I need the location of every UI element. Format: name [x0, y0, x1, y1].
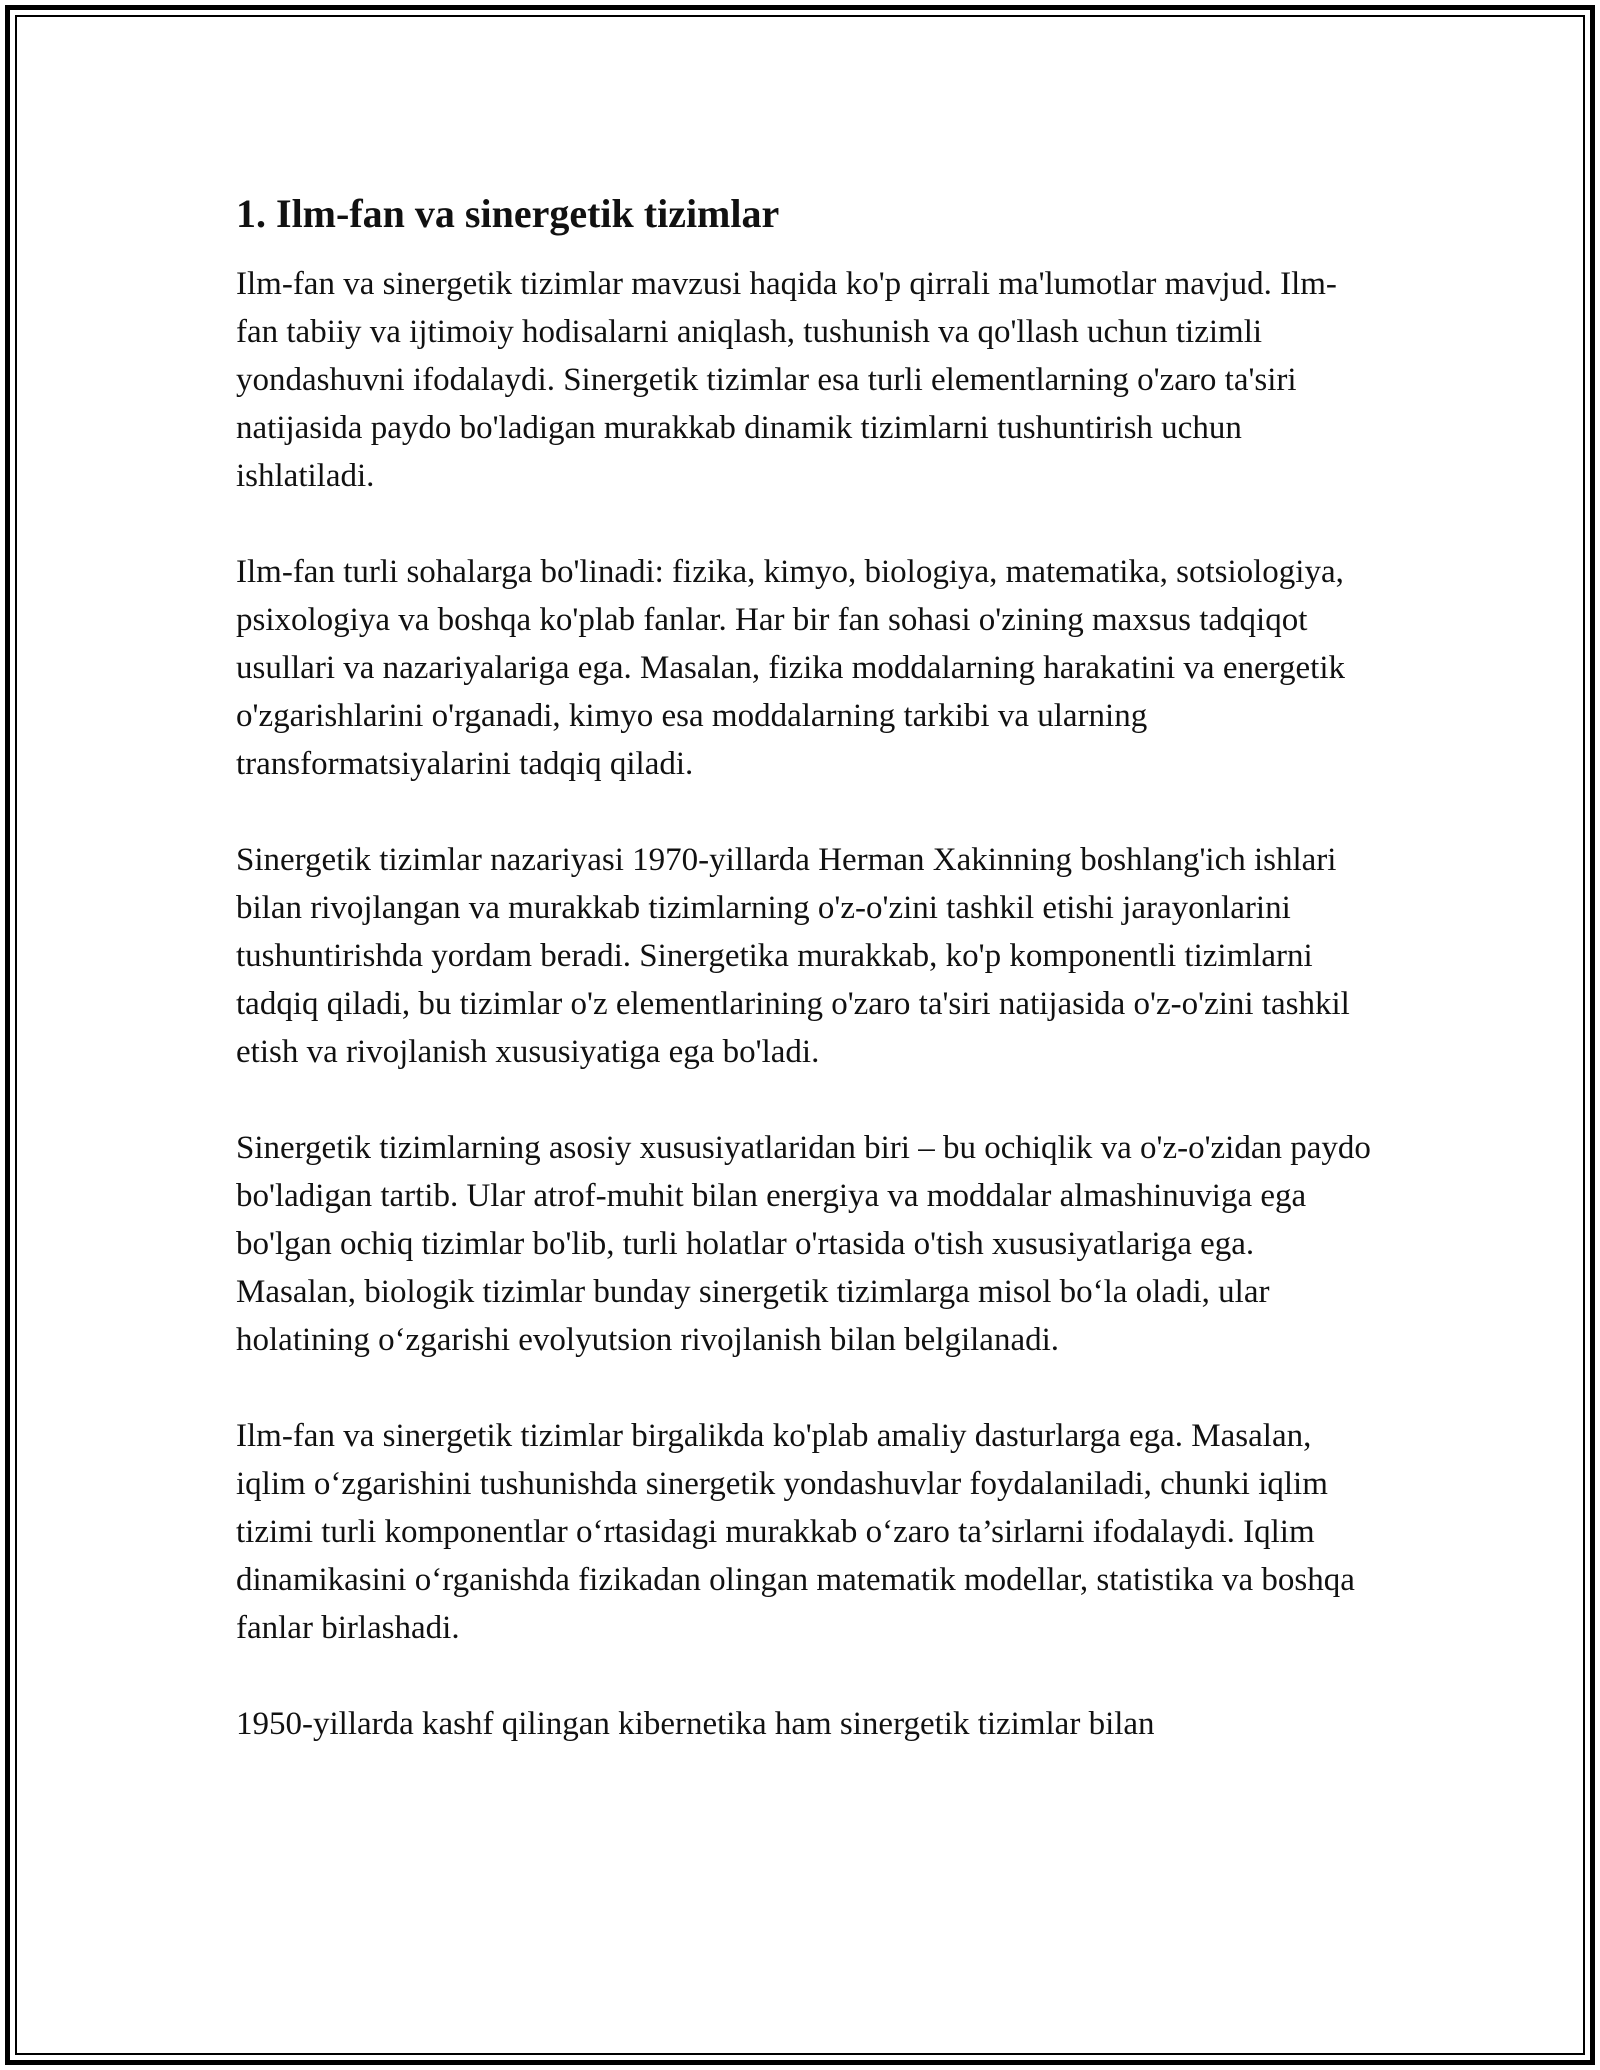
document-body [236, 188, 1376, 1796]
section-heading: 1. Ilm-fan va sinergetik tizimlar [236, 191, 780, 236]
paragraph-2: Ilm-fan turli sohalarga bo'linadi: fizika, kimyo, biologiya, matematika, sotsiologiya, psixologiya va boshqa ko'plab fanlar. Har bir fan sohasi o'zining maxsus tadqiqot usullari va nazariyalariga ega. Masalan, fizika moddalarning harakatini va energetik o'zgarishlarini o'rganadi, kimyo esa moddalarning tarkibi va ularning transformatsiyalarini tadqiq qiladi. [236, 554, 1345, 782]
paragraph-5: Ilm-fan va sinergetik tizimlar birgalikda ko'plab amaliy dasturlarga ega. Masalan, iqlim o‘zgarishini tushunishda sinergetik yondashuvlar foydalaniladi, chunki iqlim tizimi turli komponentlar o‘rtasidagi murakkab o‘zaro ta’sirlarni ifodalaydi. Iqlim dinamikasini o‘rganishda fizikadan olingan matematik modellar, statistika va boshqa fanlar birlashadi. [236, 1418, 1355, 1646]
paragraph-3: Sinergetik tizimlar nazariyasi 1970-yillarda Herman Xakinning boshlang'ich ishlari bilan rivojlangan va murakkab tizimlarning o'z-o'zini tashkil etishi jarayonlarini tushuntirishda yordam beradi. Sinergetika murakkab, ko'p komponentli tizimlarni tadqiq qiladi, bu tizimlar o'z elementlarining o'zaro ta'siri natijasida o'z-o'zini tashkil etish va rivojlanish xususiyatiga ega bo'ladi. [236, 842, 1350, 1070]
paragraph-4: Sinergetik tizimlarning asosiy xususiyatlaridan biri – bu ochiqlik va o'z-o'zidan paydo bo'ladigan tartib. Ular atrof-muhit bilan energiya va moddalar almashinuviga ega bo'lgan ochiq tizimlar bo'lib, turli holatlar o'rtasida o'tish xususiyatlariga ega. Masalan, biologik tizimlar bunday sinergetik tizimlarga misol bo‘la oladi, ular holatining o‘zgarishi evolyutsion rivojlanish bilan belgilanadi. [236, 1130, 1371, 1358]
paragraph-1: Ilm-fan va sinergetik tizimlar mavzusi haqida ko'p qirrali ma'lumotlar mavjud. Ilm-fan tabiiy va ijtimoiy hodisalarni aniqlash, tushunish va qo'llash uchun tizimli yondashuvni ifodalaydi. Sinergetik tizimlar esa turli elementlarning o'zaro ta'siri natijasida paydo bo'ladigan murakkab dinamik tizimlarni tushuntirish uchun ishlatiladi. [236, 266, 1337, 494]
paragraph-6: 1950-yillarda kashf qilingan kibernetika ham sinergetik tizimlar bilan [236, 1706, 1155, 1742]
